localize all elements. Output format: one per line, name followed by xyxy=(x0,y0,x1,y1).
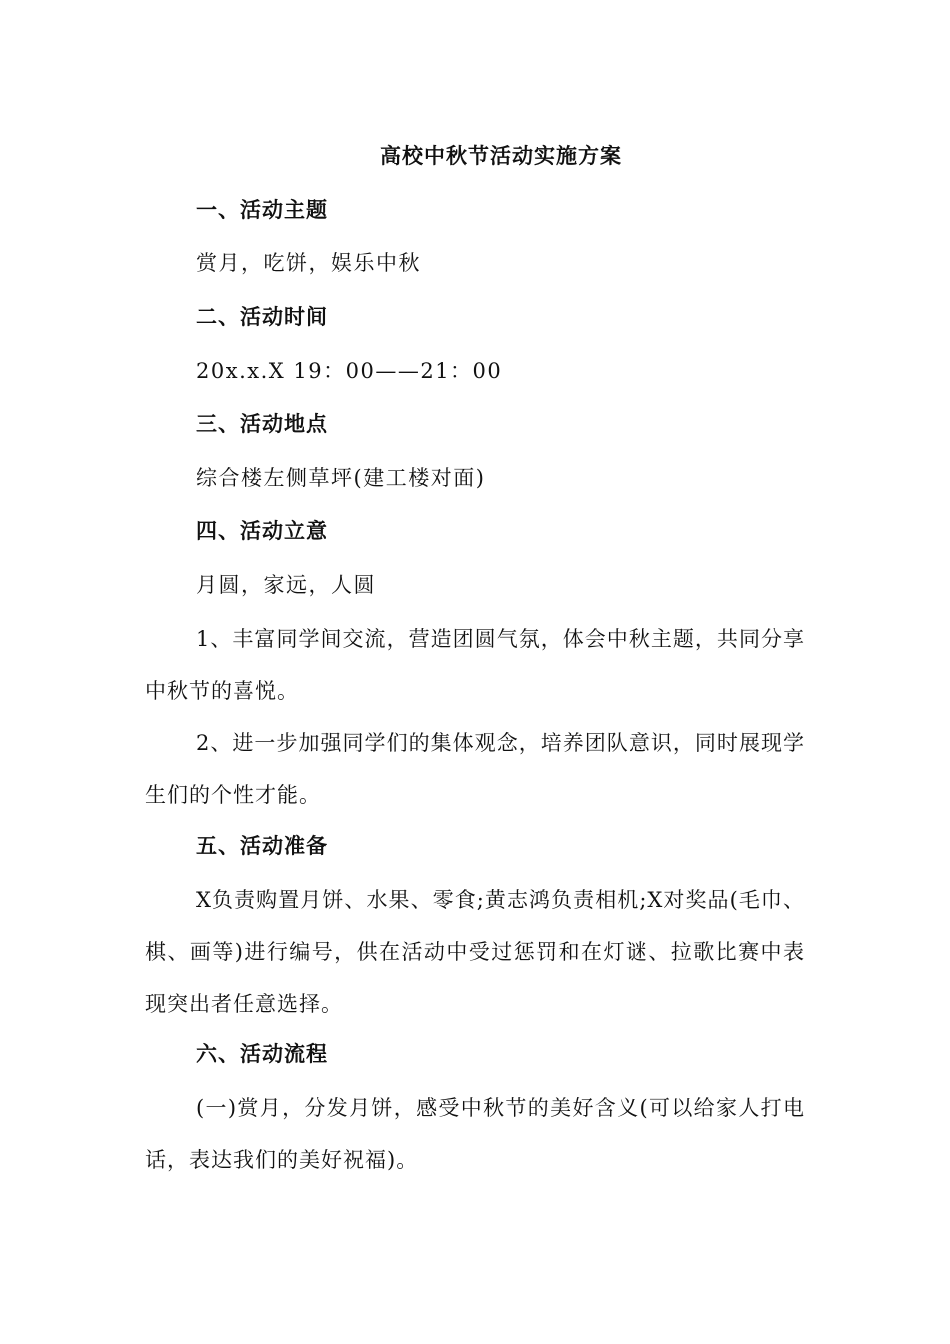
section-heading-preparation: 五、活动准备 xyxy=(196,833,328,858)
purpose-paragraph-1: 1、丰富同学间交流，营造团圆气氛，体会中秋主题，共同分享中秋节的喜悦。 xyxy=(145,627,805,703)
section-heading-purpose: 四、活动立意 xyxy=(196,518,328,543)
section-text-theme: 赏月，吃饼，娱乐中秋 xyxy=(196,251,421,275)
section-text-location: 综合楼左侧草坪(建工楼对面) xyxy=(196,466,486,490)
section-text-purpose: 月圆，家远，人圆 xyxy=(196,573,376,597)
process-paragraph-1: (一)赏月，分发月饼，感受中秋节的美好含义(可以给家人打电话，表达我们的美好祝福)。 xyxy=(145,1096,805,1172)
preparation-paragraph: X负责购置月饼、水果、零食;黄志鸿负责相机;X对奖品(毛巾、棋、画等)进行编号，供在活动中受过惩罚和在灯谜、拉歌比赛中表现突出者任意选择。 xyxy=(145,888,805,1016)
section-heading-theme: 一、活动主题 xyxy=(196,197,328,222)
section-text-time: 20x.x.X 19：00——21：00 xyxy=(196,359,503,383)
section-heading-process: 六、活动流程 xyxy=(196,1041,328,1066)
section-heading-time: 二、活动时间 xyxy=(196,304,328,329)
document-title: 高校中秋节活动实施方案 xyxy=(380,143,622,168)
purpose-paragraph-2: 2、进一步加强同学们的集体观念，培养团队意识，同时展现学生们的个性才能。 xyxy=(145,731,805,807)
section-heading-location: 三、活动地点 xyxy=(196,411,328,436)
